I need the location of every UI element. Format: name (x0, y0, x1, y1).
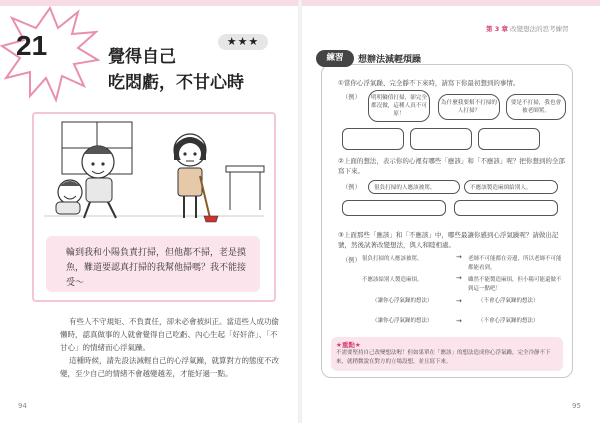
cleaning-scene-illustration (40, 120, 268, 230)
q3-row-right: 老師不可能都在旁邊，所以老師不可能都能看到。 (468, 256, 562, 271)
tip-title: ★重點★ (336, 341, 361, 349)
q3-row-right: 雖然不能製造麻煩，但小陽可能還做不到這一點吧！ (468, 277, 562, 292)
body-paragraph: 這種時候，請先設法減輕自己的心浮氣躁，就算對方的態度不改變，至少自己的情緒不會越變越差，才能好過一點。 (60, 356, 279, 378)
q2-answer-box[interactable] (454, 200, 558, 216)
q2-example-label: （例） (342, 184, 361, 191)
difficulty-stars: ★★★ (218, 34, 268, 50)
q3-example-label: （例） (342, 257, 361, 264)
arrow-icon: → (456, 274, 462, 282)
q2-answer-box[interactable] (342, 200, 446, 216)
q1-answer-box[interactable] (342, 128, 404, 150)
starburst-badge-icon (0, 4, 100, 104)
q2-example-pill: 很負打掃的人應該被罵。 (368, 180, 460, 194)
q1-example-bubble: 明明輪值打掃，卻完全都沒做，這種人真不可原！ (368, 90, 430, 122)
arrow-icon: → (456, 297, 462, 305)
q2-example-pill: 不應該製造麻煩給別人。 (464, 180, 558, 194)
arrow-icon: → (456, 253, 462, 261)
chapter-header (486, 24, 569, 33)
lesson-number: 21 (16, 30, 48, 61)
q3-row-left: 不應該給別人製造麻煩。 (362, 277, 423, 283)
page-number-left: 94 (18, 402, 27, 410)
q3-row-right: （不會心浮氣躁的想法） (478, 318, 539, 324)
q1-example-bubble: 為什麼我要幫不打掃的人打掃？ (438, 94, 500, 120)
question-1: ①當你心浮氣躁、完全靜不下來時，請寫下你最初想到的事情。 (338, 79, 520, 87)
quote-box (46, 236, 260, 292)
lesson-title-line2: 吃悶虧，不甘心時 (108, 73, 244, 93)
tip-box (331, 337, 563, 371)
page-number-right: 95 (572, 402, 581, 410)
question-3: ③上面那些「應該」和「不應該」中，哪些最讓你感到心浮氣躁呢？請做出記號，然後試著改變想法，與人和睦相處。 (338, 231, 559, 249)
chapter-label: 第 3 章 (486, 25, 509, 33)
lesson-title-line1: 覺得自己 (108, 47, 176, 67)
q3-row-right: （不會心浮氣躁的想法） (478, 298, 539, 304)
q1-answer-box[interactable] (410, 128, 472, 150)
q3-row-left: （讓你心浮氣躁的想法） (372, 318, 433, 324)
chapter-title: 改變想法的思考練習 (510, 25, 569, 33)
question-2: ②上面的想法，表示你的心裡有哪些「應該」和「不應該」呢？把你想到的全部寫下來。 (338, 157, 565, 175)
quote-text: 輪到我和小陽負責打掃，但他都不掃，老是摸魚，難道要認真打掃的我幫他掃嗎？我不能接受～ (66, 248, 247, 288)
exercise-title: 想辦法減輕煩躁 (358, 55, 422, 65)
q1-answer-box[interactable] (478, 128, 540, 150)
q1-example-bubble: 要是不打掃，我也會被老師罵。 (506, 94, 566, 120)
book-spine (298, 0, 302, 423)
body-text (60, 315, 280, 380)
q1-example-label: （例） (342, 94, 361, 101)
tip-text: 不需要堅持自己改變想法喔！但如果單在「應該」的想法造成你心浮氣躁，完全冷靜不下來，就稍微說在對方的立場設想，並且寫下來。 (336, 350, 551, 365)
q3-row-left: 很負打掃的人應該被罵。 (362, 256, 423, 262)
arrow-icon: → (456, 317, 462, 325)
q3-row-left: （讓你心浮氣躁的想法） (372, 298, 433, 304)
exercise-tag: 練習 (316, 50, 354, 67)
lesson-title (108, 44, 244, 96)
body-paragraph: 有些人不守規矩、不負責任，卻未必會被糾正。當這些人成功偷懶時，認真做事的人就會覺得自己吃虧、內心生起「好奸詐」、「不甘心」的情緒而心浮氣躁。 (60, 317, 279, 352)
